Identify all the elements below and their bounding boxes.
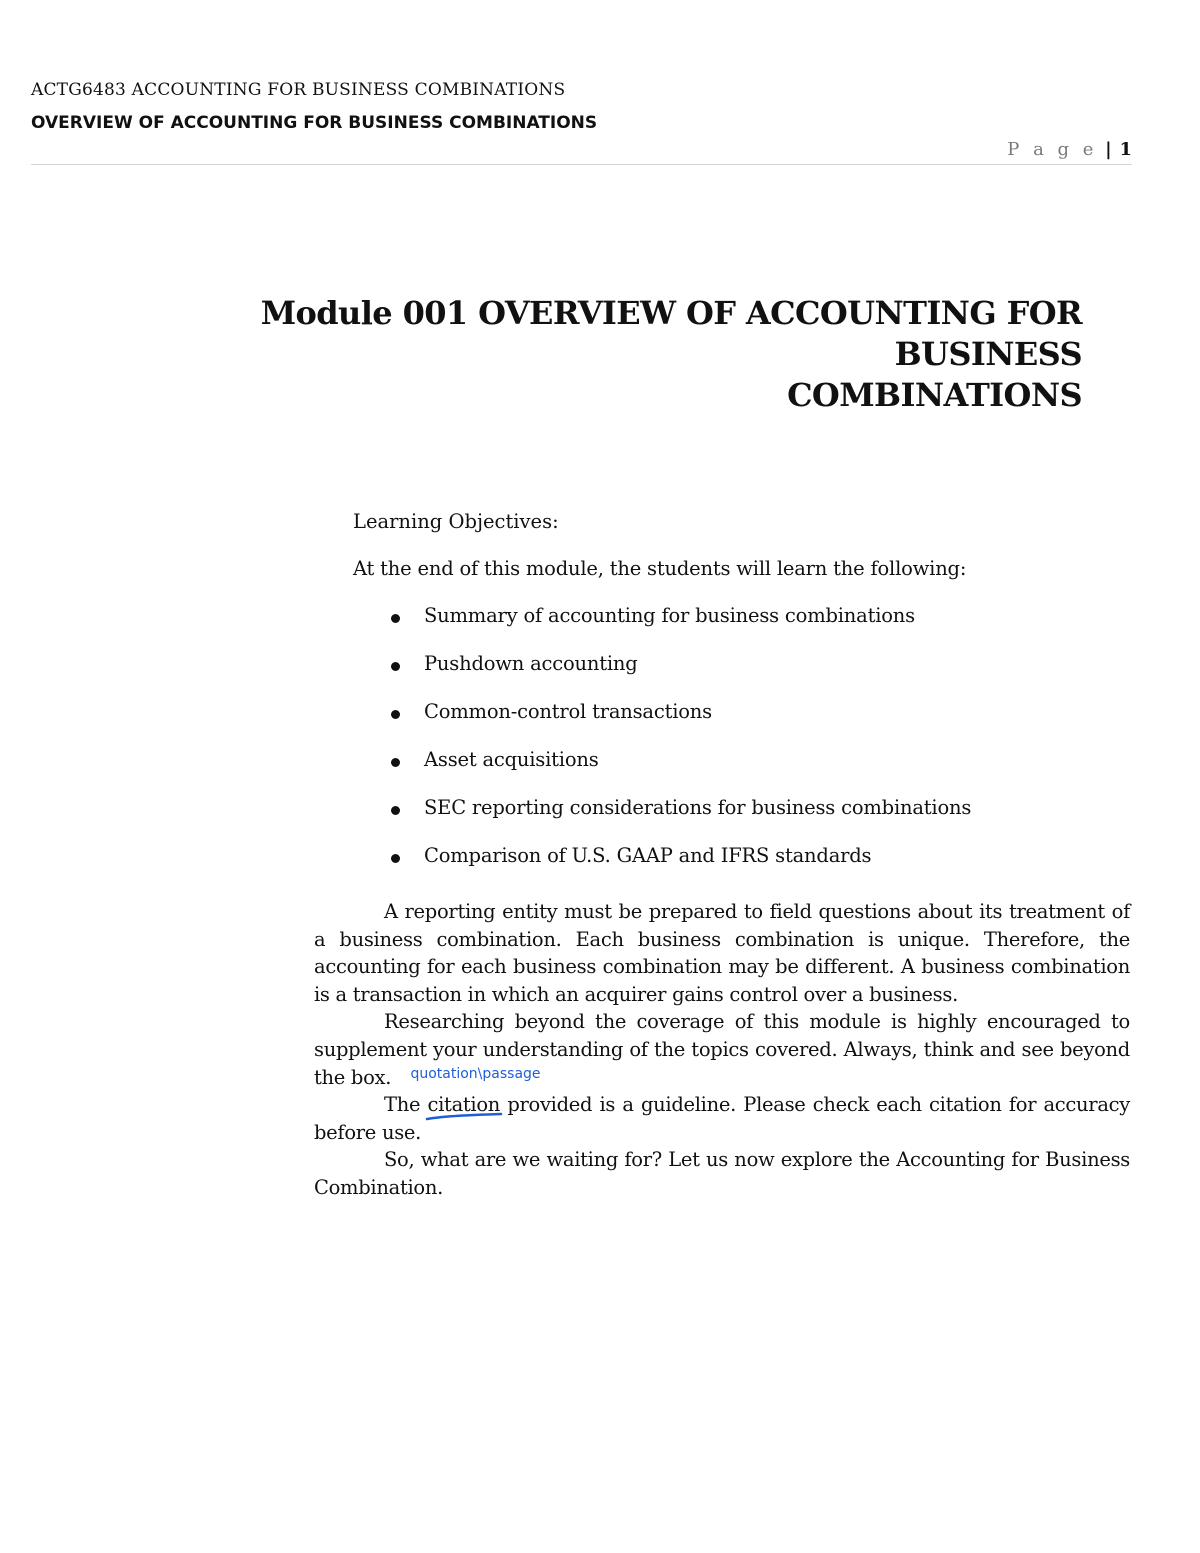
bullet-icon bbox=[391, 710, 400, 719]
page-separator: | bbox=[1105, 139, 1112, 160]
module-title-line1: Module 001 OVERVIEW OF ACCOUNTING FOR BUSINESS bbox=[260, 294, 1082, 373]
body-paragraph-3 bbox=[314, 1066, 1130, 1146]
bullet-icon bbox=[391, 854, 400, 863]
annotated-word-text: citation bbox=[427, 1093, 501, 1117]
objectives-heading: Learning Objectives: bbox=[353, 510, 559, 533]
paragraph-text: provided is a guideline. Please check each citation for accuracy before use. bbox=[314, 1093, 1130, 1144]
course-header: ACTG6483 ACCOUNTING FOR BUSINESS COMBINATIONS bbox=[31, 80, 566, 100]
module-header: OVERVIEW OF ACCOUNTING FOR BUSINESS COMBINATIONS bbox=[31, 113, 598, 133]
objective-text: Pushdown accounting bbox=[424, 652, 638, 675]
bullet-icon bbox=[391, 614, 400, 623]
module-title-line2: COMBINATIONS bbox=[787, 376, 1082, 414]
page-number-label bbox=[1007, 139, 1132, 160]
annotated-word bbox=[410, 1066, 541, 1119]
header-divider bbox=[31, 164, 1132, 165]
page-number: 1 bbox=[1119, 139, 1132, 160]
paragraph-text: The bbox=[384, 1093, 428, 1117]
objective-text: Comparison of U.S. GAAP and IFRS standards bbox=[424, 844, 872, 867]
bullet-icon bbox=[391, 758, 400, 767]
body-text bbox=[314, 898, 1130, 1202]
annotation-underline-icon bbox=[425, 1113, 503, 1121]
bullet-icon bbox=[391, 806, 400, 815]
objectives-intro: At the end of this module, the students will learn the following: bbox=[353, 557, 967, 580]
objective-text: SEC reporting considerations for business combinations bbox=[424, 796, 972, 819]
body-paragraph-4: So, what are we waiting for? Let us now explore the Accounting for Business Combination. bbox=[314, 1148, 1130, 1199]
page-word: P a g e bbox=[1007, 139, 1098, 160]
body-paragraph-1: A reporting entity must be prepared to field questions about its treatment of a business combination. Each business combination is unique. Therefore, the accounting for each business combination may be different. A business combination is a transaction in which an acquirer gains control over a business. bbox=[314, 900, 1130, 1006]
objective-text: Common-control transactions bbox=[424, 700, 712, 723]
bullet-icon bbox=[391, 662, 400, 671]
annotation-label: quotation\passage bbox=[410, 1066, 541, 1083]
objective-text: Summary of accounting for business combinations bbox=[424, 604, 915, 627]
objective-text: Asset acquisitions bbox=[424, 748, 599, 771]
body-paragraph-2: Researching beyond the coverage of this module is highly encouraged to supplement your understanding of the topics covered. Always, think and see beyond the box. bbox=[314, 1010, 1130, 1089]
module-title bbox=[150, 293, 1082, 416]
